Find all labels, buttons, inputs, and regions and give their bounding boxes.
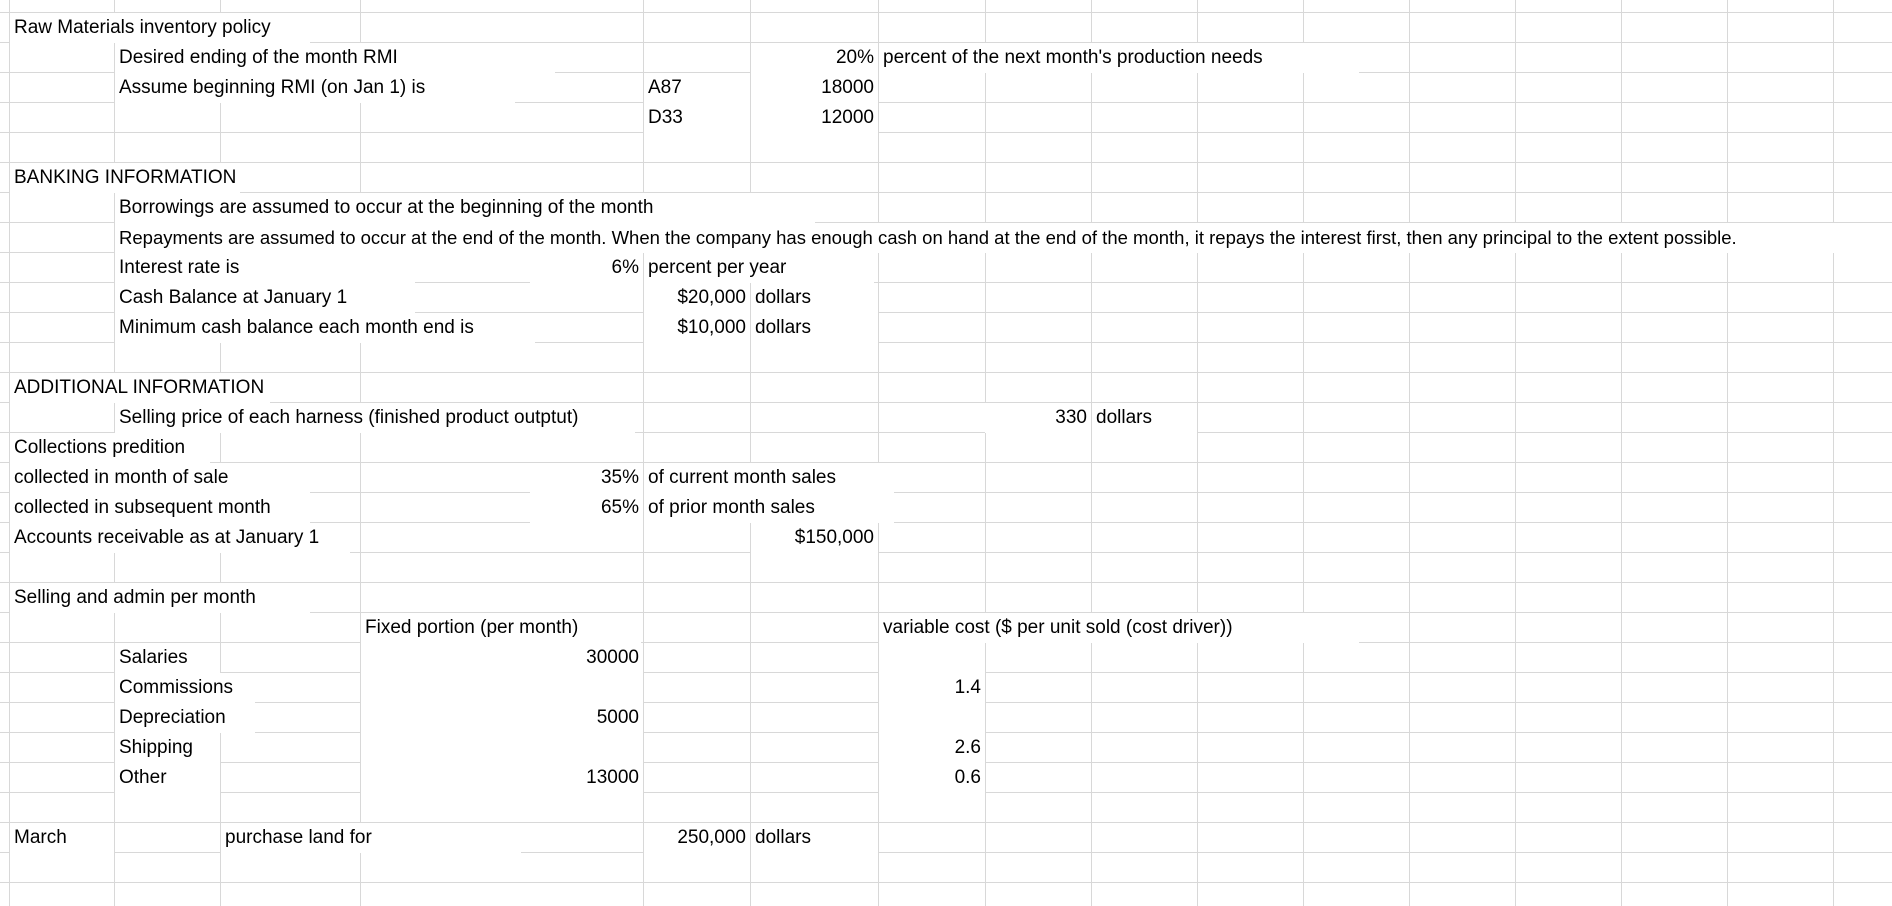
expense-variable-depreciation[interactable] xyxy=(879,703,985,733)
collected-subsequent-note[interactable]: of prior month sales xyxy=(644,493,894,523)
grid-column-line xyxy=(1197,0,1198,906)
interest-rate-unit[interactable]: percent per year xyxy=(644,253,874,283)
collected-subsequent-label[interactable]: collected in subsequent month xyxy=(10,493,310,523)
selling-price-label[interactable]: Selling price of each harness (finished product outptut) xyxy=(115,403,635,433)
collected-month-of-sale-value[interactable]: 35% xyxy=(530,463,643,493)
min-cash-unit[interactable]: dollars xyxy=(751,313,878,343)
expense-fixed-commissions[interactable] xyxy=(361,673,643,703)
cash-balance-label[interactable]: Cash Balance at January 1 xyxy=(115,283,415,313)
rmi-a87-label[interactable]: A87 xyxy=(644,73,750,103)
expense-fixed-shipping[interactable] xyxy=(361,733,643,763)
collected-month-of-sale-note[interactable]: of current month sales xyxy=(644,463,894,493)
rmi-a87-value[interactable]: 18000 xyxy=(751,73,878,103)
grid-column-line xyxy=(1409,0,1410,906)
march-amount[interactable]: 250,000 xyxy=(644,823,750,853)
cash-balance-value[interactable]: $20,000 xyxy=(644,283,750,313)
expense-label-salaries[interactable]: Salaries xyxy=(115,643,220,673)
expense-fixed-other[interactable]: 13000 xyxy=(361,763,643,793)
variable-cost-header[interactable]: variable cost ($ per unit sold (cost driver)) xyxy=(879,613,1359,643)
expense-variable-salaries[interactable] xyxy=(879,643,985,673)
collected-subsequent-value[interactable]: 65% xyxy=(530,493,643,523)
grid-row-line xyxy=(0,372,1892,373)
grid-column-line xyxy=(1515,0,1516,906)
collections-title[interactable]: Collections predition xyxy=(10,433,210,463)
banking-repayments-text[interactable]: Repayments are assumed to occur at the end of the month. When the company has enough cash on hand at the end of the month, it repays the interest first, then any principal to the extent possible. xyxy=(115,223,1892,253)
banking-section-title[interactable]: BANKING INFORMATION xyxy=(10,163,240,193)
expense-variable-other[interactable]: 0.6 xyxy=(879,763,985,793)
fixed-portion-header[interactable]: Fixed portion (per month) xyxy=(361,613,641,643)
selling-price-value[interactable]: 330 xyxy=(985,403,1091,433)
grid-column-line xyxy=(985,0,986,906)
rmi-d33-value[interactable]: 12000 xyxy=(751,103,878,133)
expense-fixed-depreciation[interactable]: 5000 xyxy=(361,703,643,733)
march-month-label[interactable]: March xyxy=(10,823,114,853)
grid-column-line xyxy=(1833,0,1834,906)
accounts-receivable-label[interactable]: Accounts receivable as at January 1 xyxy=(10,523,350,553)
interest-rate-label[interactable]: Interest rate is xyxy=(115,253,415,283)
selling-admin-title[interactable]: Selling and admin per month xyxy=(10,583,310,613)
min-cash-label[interactable]: Minimum cash balance each month end is xyxy=(115,313,535,343)
expense-label-other[interactable]: Other xyxy=(115,763,220,793)
grid-column-line xyxy=(1727,0,1728,906)
rmi-desired-value[interactable]: 20% xyxy=(751,43,878,73)
accounts-receivable-value[interactable]: $150,000 xyxy=(751,523,878,553)
rmi-d33-label[interactable]: D33 xyxy=(644,103,750,133)
collected-month-of-sale-label[interactable]: collected in month of sale xyxy=(10,463,310,493)
grid-column-line xyxy=(1091,0,1092,906)
grid-column-line xyxy=(750,0,751,906)
expense-variable-shipping[interactable]: 2.6 xyxy=(879,733,985,763)
additional-section-title[interactable]: ADDITIONAL INFORMATION xyxy=(10,373,270,403)
grid-column-line xyxy=(1621,0,1622,906)
expense-label-shipping[interactable]: Shipping xyxy=(115,733,220,763)
grid-row-line xyxy=(0,132,1892,133)
expense-fixed-salaries[interactable]: 30000 xyxy=(361,643,643,673)
cash-balance-unit[interactable]: dollars xyxy=(751,283,878,313)
expense-label-commissions[interactable]: Commissions xyxy=(115,673,255,703)
rmi-section-title[interactable]: Raw Materials inventory policy xyxy=(10,13,310,43)
expense-label-depreciation[interactable]: Depreciation xyxy=(115,703,255,733)
grid-column-line xyxy=(643,0,644,906)
march-unit[interactable]: dollars xyxy=(751,823,878,853)
expense-variable-commissions[interactable]: 1.4 xyxy=(879,673,985,703)
grid-row-line xyxy=(0,882,1892,883)
rmi-beginning-label[interactable]: Assume beginning RMI (on Jan 1) is xyxy=(115,73,515,103)
march-description[interactable]: purchase land for xyxy=(221,823,521,853)
selling-price-unit[interactable]: dollars xyxy=(1092,403,1197,433)
interest-rate-value[interactable]: 6% xyxy=(530,253,643,283)
grid-column-line xyxy=(1303,0,1304,906)
grid-row-line xyxy=(0,162,1892,163)
min-cash-value[interactable]: $10,000 xyxy=(644,313,750,343)
rmi-desired-label[interactable]: Desired ending of the month RMI xyxy=(115,43,555,73)
rmi-desired-note[interactable]: percent of the next month's production needs xyxy=(879,43,1359,73)
grid-column-line xyxy=(220,0,221,906)
banking-borrowings-text[interactable]: Borrowings are assumed to occur at the beginning of the month xyxy=(115,193,815,223)
